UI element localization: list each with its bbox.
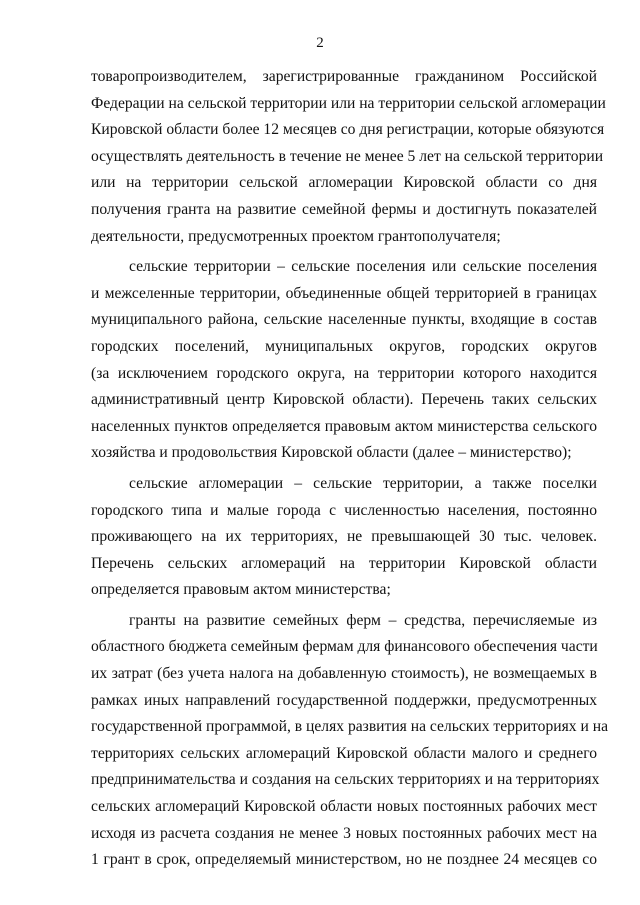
text-line: Перечень сельских агломераций на территории Кировской области: [91, 554, 597, 572]
text-line: или на территории сельской агломерации Кировской области со дня: [91, 174, 597, 192]
paragraph-4: [91, 608, 608, 874]
text-line: (за исключением городского округа, на территории которого находится: [91, 364, 597, 382]
text-line: территориях сельских агломераций Кировской области малого и среднего: [91, 744, 597, 762]
text-line: деятельности, предусмотренных проектом грантополучателя;: [91, 227, 501, 245]
text-line: исходя из расчета создания не менее 3 новых постоянных рабочих мест на: [91, 824, 597, 842]
text-line: Кировской области более 12 месяцев со дня регистрации, которые обязуются: [91, 121, 605, 139]
text-line: их затрат (без учета налога на добавленную стоимость), не возмещаемых в: [91, 665, 597, 683]
text-line: хозяйства и продовольствия Кировской области (далее – министерство);: [91, 444, 572, 462]
text-line: сельских агломераций Кировской области новых постоянных рабочих мест: [91, 798, 597, 816]
text-line: и межселенные территории, объединенные общей территорией в границах: [91, 284, 597, 302]
text-line: предпринимательства и создания на сельских территориях и на территориях: [91, 771, 600, 789]
text-line: 1 грант в срок, определяемый министерством, но не позднее 24 месяцев со: [91, 851, 597, 869]
text-line: областного бюджета семейным фермам для финансового обеспечения части: [91, 638, 598, 656]
text-line: товаропроизводителем, зарегистрированные гражданином Российской: [91, 68, 597, 85]
paragraph-3: [91, 471, 597, 604]
text-line: городских поселений, муниципальных округов, городских округов: [91, 337, 597, 355]
paragraph-1: [91, 64, 606, 250]
text-line: определяется правовым актом министерства;: [91, 581, 391, 599]
text-line: проживающего на их территориях, не превышающей 30 тыс. человек.: [91, 528, 597, 546]
page-number: 2: [316, 35, 324, 51]
text-line: государственной программой, в целях развития на сельских территориях и на: [91, 718, 608, 736]
body-text: [91, 64, 608, 874]
text-line: административный центр Кировской области). Перечень таких сельских: [91, 391, 597, 409]
text-line: гранты на развитие семейных ферм – средства, перечисляемые из: [129, 611, 597, 629]
text-line: Федерации на сельской территории или на территории сельской агломерации: [91, 94, 606, 112]
text-line: получения гранта на развитие семейной фермы и достигнуть показателей: [91, 200, 597, 218]
text-line: сельские территории – сельские поселения или сельские поселения: [129, 258, 597, 276]
text-line: рамках иных направлений государственной поддержки, предусмотренных: [91, 691, 597, 709]
text-line: сельские агломерации – сельские территории, а также поселки: [129, 474, 597, 492]
text-line: муниципального района, сельские населенные пункты, входящие в состав: [91, 311, 597, 329]
paragraph-2: [91, 254, 597, 467]
text-line: городского типа и малые города с численностью населения, постоянно: [91, 501, 597, 519]
text-line: населенных пунктов определяется правовым актом министерства сельского: [91, 417, 597, 435]
text-line: осуществлять деятельность в течение не менее 5 лет на сельской территории: [91, 147, 604, 165]
